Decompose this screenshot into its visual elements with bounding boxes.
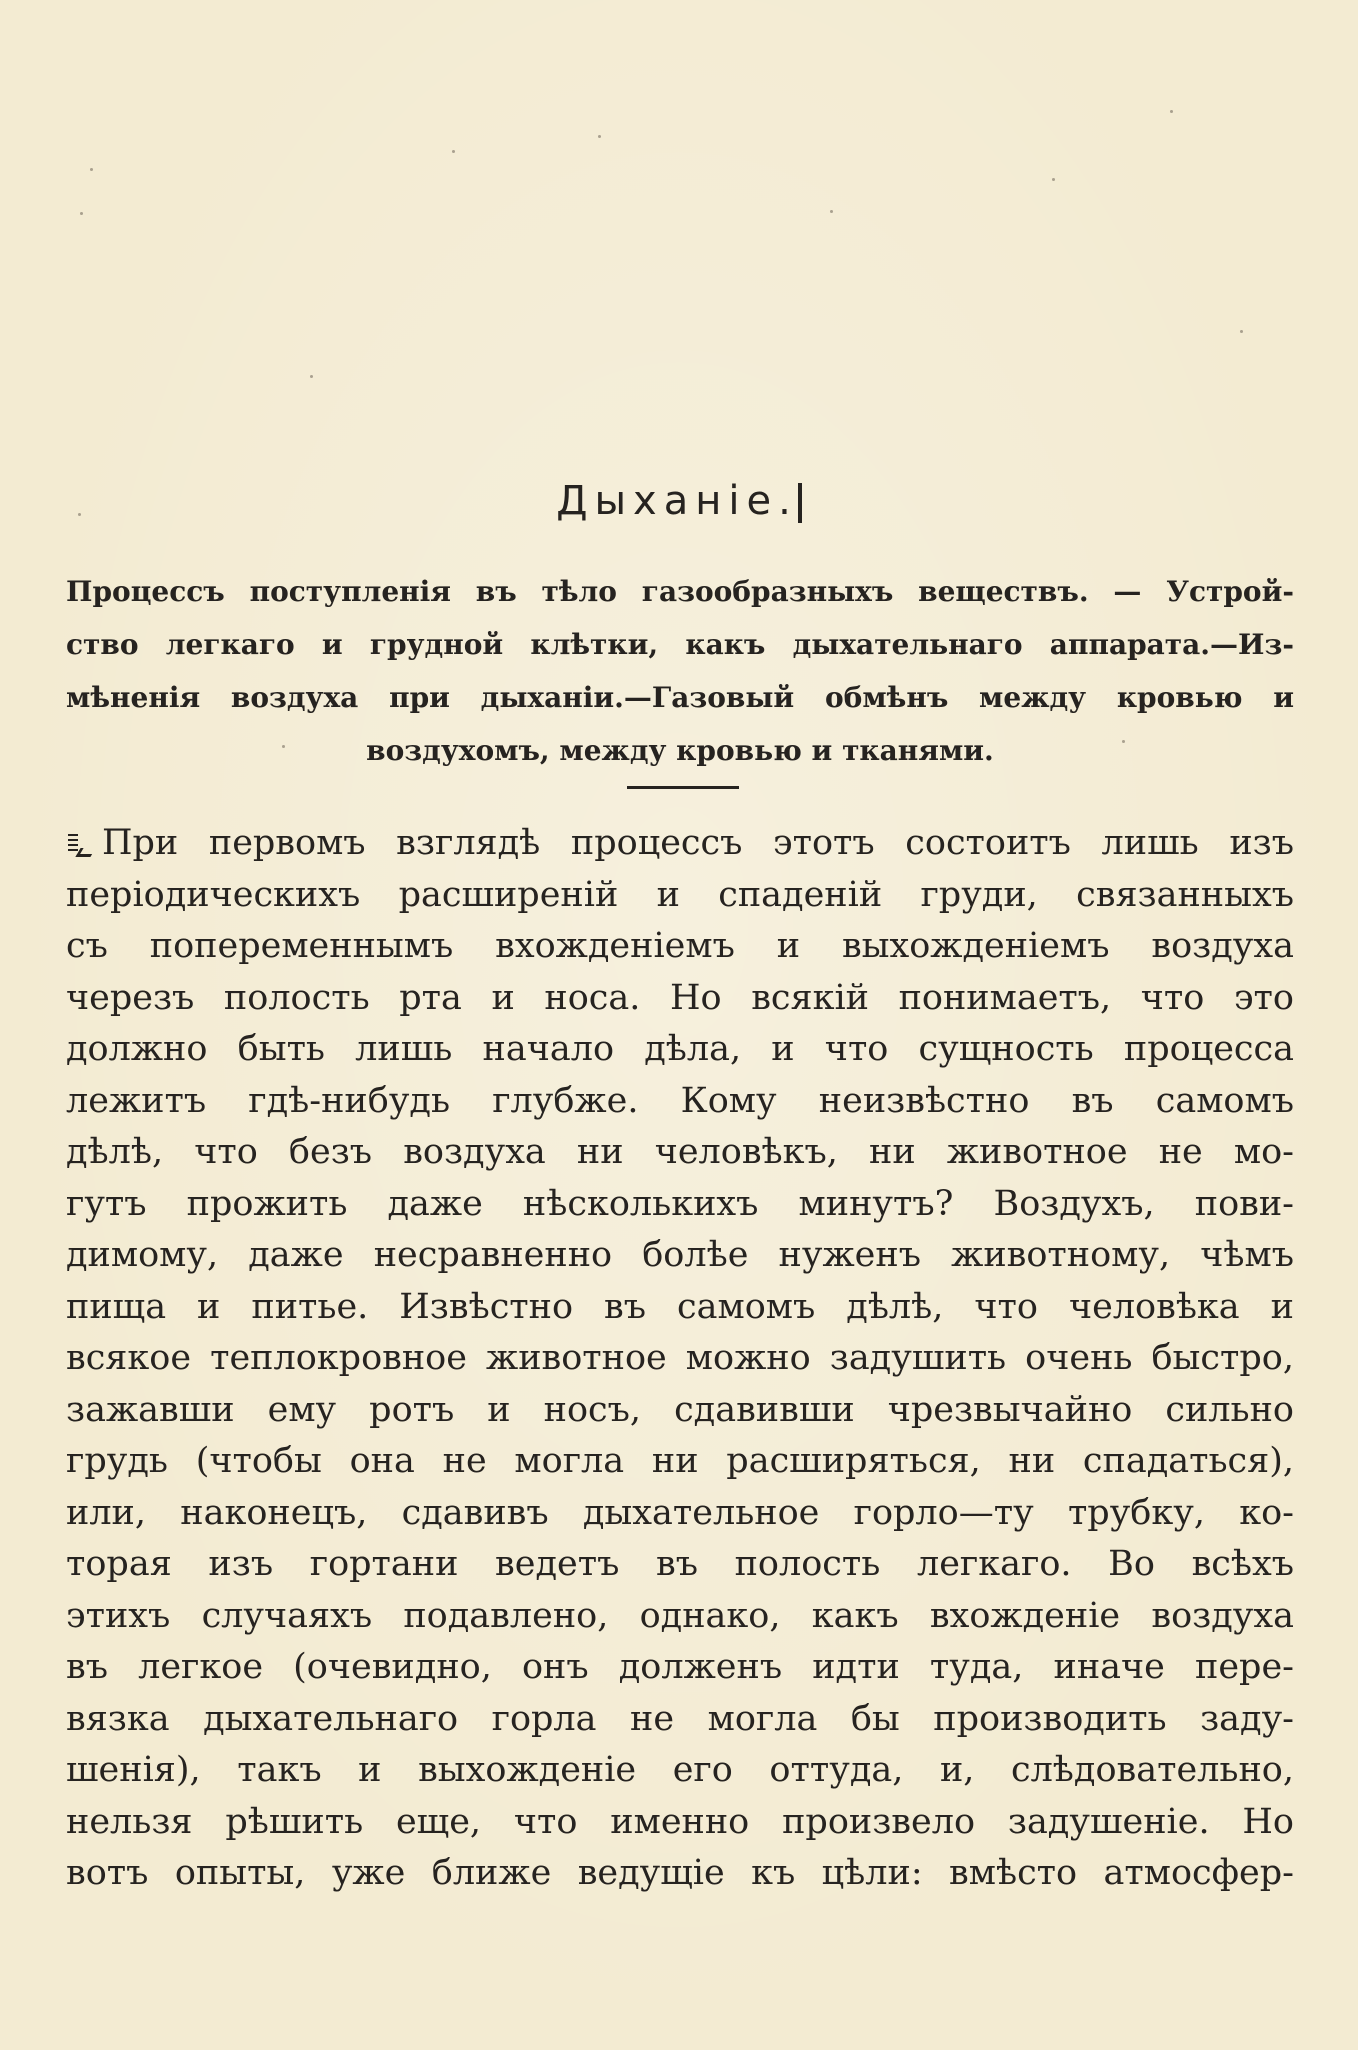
text-line: нельзя рѣшить еще, что именно произвело задушеніе. Но <box>66 1801 1294 1842</box>
text-line: зажавши ему ротъ и носъ, сдавивши чрезвычайно сильно <box>66 1389 1294 1430</box>
scan-speck <box>598 135 601 138</box>
chapter-title <box>0 478 1358 524</box>
text-line: въ легкое (очевидно, онъ долженъ идти туда, иначе пере- <box>66 1647 1294 1687</box>
chapter-title-text: Дыханіе. <box>556 478 798 524</box>
text-line: всякое теплокровное животное можно задушить очень быстро, <box>66 1338 1294 1378</box>
text-line: съ попеременнымъ вхожденіемъ и выхожденіемъ воздуха <box>66 926 1294 966</box>
summary-line: воздухомъ, между кровью и тканями. <box>366 734 994 767</box>
scan-speck <box>1052 178 1055 181</box>
text-line: шенія), такъ и выхожденіе его оттуда, и, слѣдовательно, <box>66 1750 1294 1790</box>
text-line: должно быть лишь начало дѣла, и что сущность процесса <box>66 1029 1294 1069</box>
text-line: этихъ случаяхъ подавлено, однако, какъ вхожденіе воздуха <box>66 1595 1294 1636</box>
summary-line: Процессъ поступленія въ тѣло газообразныхъ веществъ. — Устрой- <box>66 575 1294 608</box>
text-line: грудь (чтобы она не могла ни расширяться, ни спадаться), <box>66 1441 1294 1481</box>
title-ink-mark <box>798 483 802 523</box>
text-line: дѣлѣ, что безъ воздуха ни человѣкъ, ни животное не мо- <box>66 1132 1294 1172</box>
scan-speck <box>310 375 313 378</box>
scan-speck <box>830 210 833 213</box>
scan-speck <box>1240 330 1243 333</box>
section-divider <box>627 786 739 789</box>
summary-line: ство легкаго и грудной клѣтки, какъ дыхательнаго аппарата.—Из- <box>66 628 1294 661</box>
chapter-summary <box>66 565 1294 777</box>
scan-speck <box>1170 110 1173 113</box>
text-line: вотъ опыты, уже ближе ведущіе къ цѣли: вмѣсто атмосфер- <box>66 1853 1294 1893</box>
text-line: димому, даже несравненно болѣе нуженъ животному, чѣмъ <box>66 1235 1294 1275</box>
text-line <box>66 818 1294 870</box>
body-paragraph <box>66 818 1294 1900</box>
scan-speck <box>90 168 93 171</box>
scan-speck <box>452 150 455 153</box>
scan-speck <box>80 212 83 215</box>
text-line: лежитъ гдѣ-нибудь глубже. Кому неизвѣстно въ самомъ <box>66 1080 1294 1121</box>
summary-line: мѣненія воздуха при дыханіи.—Газовый обмѣнъ между кровью и <box>66 681 1294 714</box>
text-line: вязка дыхательнаго горла не могла бы производить заду- <box>66 1698 1294 1739</box>
text-line: гутъ прожить даже нѣсколькихъ минутъ? Воздухъ, пови- <box>66 1183 1294 1224</box>
text-line-content: При первомъ взглядѣ процессъ этотъ состоитъ лишь изъ <box>102 823 1294 863</box>
text-line: періодическихъ расширеній и спаденій груди, связанныхъ <box>66 874 1294 915</box>
text-line: или, наконецъ, сдавивъ дыхательное горло—ту трубку, ко- <box>66 1492 1294 1533</box>
text-line: торая изъ гортани ведетъ въ полость легкаго. Во всѣхъ <box>66 1544 1294 1584</box>
text-line: пища и питье. Извѣстно въ самомъ дѣлѣ, что человѣка и <box>66 1286 1294 1327</box>
margin-mark-icon <box>66 830 96 860</box>
text-line: черезъ полость рта и носа. Но всякій понимаетъ, что это <box>66 977 1294 1018</box>
